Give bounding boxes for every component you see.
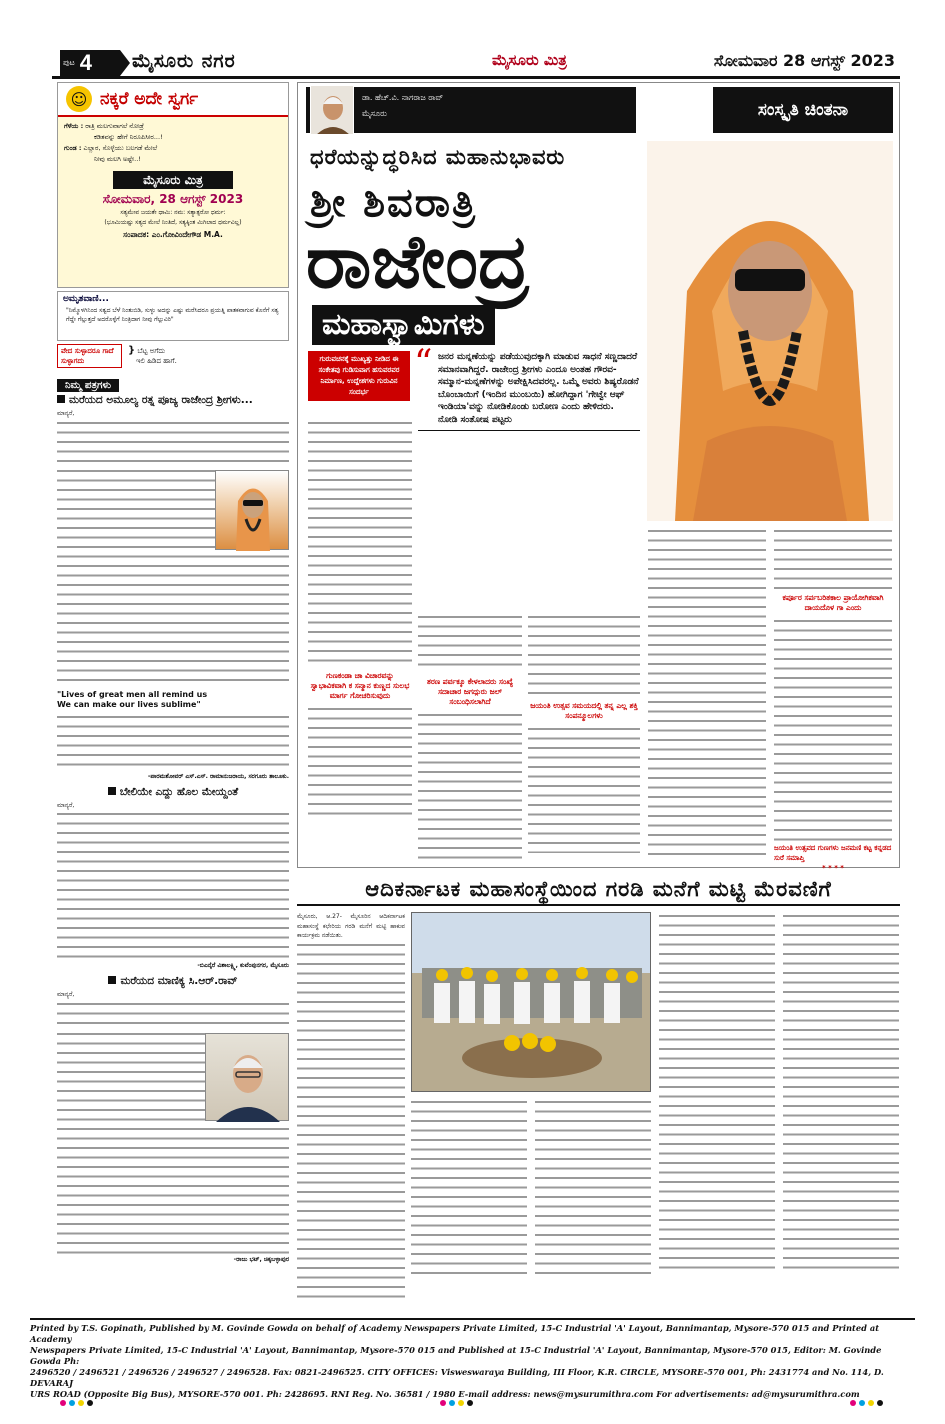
letters-tab: ನಿಮ್ಮ ಪತ್ರಗಳು [57, 379, 119, 392]
column-5-subhead: ಕರ್ಪೂರ ಸರ್ಪಬರಿತಕಾಲ ಪ್ರಾಯೋಗಿಕವಾಗಿ ದಾಯದೊಳ ಗಾ ಎಂದು [782, 593, 884, 612]
cr-rao-portrait-illustration [206, 1034, 290, 1122]
author-photo [310, 85, 354, 135]
humor-header [58, 83, 288, 117]
page-number: 4 [79, 50, 92, 75]
letter-1-signature: -ಪಾರಮಶೋವರ್ ಎಸ್.ಎಸ್. ರಾಮಾನುಜರಾಯ, ಸರಗೂರು ತಾಲೂಕು. [147, 772, 289, 780]
registration-marks-left [60, 1400, 93, 1406]
article-end-note: ಜಯಂತಿ ಉತ್ಸವದ ಗುಣಗಳು ಜನಮಣಿ ಕಟ್ಟ ಕನ್ನಡದ ಸುರೆ ಸಮಾಪ್ತಿ [774, 844, 892, 862]
badge-arrow [120, 50, 130, 76]
letter-3-signature: -ರಾಜು ಭಟ್, ಚಿಕ್ಕಬಳ್ಳಾಪುರ [233, 1255, 289, 1263]
editor-name: ಎಂ.ಗೋವಿಂದೇಗೌಡ M.A. [151, 230, 223, 239]
swami-portrait-illustration [647, 141, 893, 521]
page-label: ಪುಟ [63, 58, 75, 67]
editor-label: ಸಂಪಾದಕ: [123, 230, 150, 239]
left-column [57, 82, 289, 1264]
headline-line-2: ರಾಜೇಂದ್ರ [306, 219, 530, 305]
headline-line-1: ಶ್ರೀ ಶಿವರಾತ್ರಿ [310, 179, 477, 226]
column-2-text-a [418, 613, 522, 673]
amritavani-title: ಅಮೃತವಾಣಿ... [63, 294, 109, 304]
news-column-5-text [783, 912, 899, 1274]
letter-3-salute: ಮಾನ್ಯರೆ, [57, 991, 75, 998]
author-byline [306, 87, 636, 133]
proverb-label: ವೇದ ಸುಳ್ಳಾದರೂ ಗಾದೆ ಸುಳ್ಳಾಗದು [57, 344, 122, 368]
news-headline: ಆದಿಕರ್ನಾಟಕ ಮಹಾಸಂಸ್ಥೆಯಿಂದ ಗರಡಿ ಮನೆಗೆ ಮಟ್ಟಿ ಮೆರವಣಿಗೆ [297, 872, 900, 906]
column-2-subhead: ತರಣ ಪರ್ವಕ್ಕೂ ಕೇಳಲಾದರು ಸಂಖ್ಯೆ ಸದಾಚಾರ ಜಗದ್ಗುರು ಜಲ್ ಸಂಬಂಧಿಸಲಾಗಿದೆ [426, 677, 514, 706]
imprint-line-1: Printed by T.S. Gopinath, Published by M. Govinde Gowda on behalf of Academy Newspapers Private Limited, 15-C Industrial 'A' Layout, Bannimantap, Mysore-570 015 and Printed at Academy [30, 1323, 880, 1344]
article-column-2 [418, 613, 522, 861]
laughing-face-icon: ☺ [66, 86, 92, 112]
article-end-stars: * * * * [822, 864, 844, 872]
column-1-text-a [308, 419, 412, 667]
news-lead: ಮೈಸೂರು, ಆ.27- ಮೈಸೂರಿನ ಆದಿಕರ್ನಾಟಕ ಮಹಾಸಂಸ್ಥೆ ಕಛೇರಿಯ ಗರಡಿ ಮನೆಗೆ ಮಟ್ಟಿ ಹಾಕುವ ಕಾರ್ಯಕ್ರಮ ನಡೆಯಿತು. [297, 913, 405, 939]
proverb-text: } ಬೆಟ್ಟ ಅಗೆದು ಇಲಿ ಹಿಡಿದ ಹಾಗೆ. [128, 345, 177, 365]
pull-quote-red: ಗುರುವಚನಕ್ಕೆ ಮುಖ್ಯತ್ತು ನೀಡಿದ ಈ ಸಂಕೇತವು ಗುಡಿಸುವಾಗ ಹಸುವರವರ ನಿರ್ಮಾಣ, ಉದ್ದೇಶಗಳು ಗುರುವಿನ ಸಂದರ್ಭ [308, 351, 410, 401]
letter-2-signature: -ಬಿಎನ್ಕೆರೆ ವಿಶಾಲಕ್ಷ್ಮಿ, ಕುವೆಂಪುನಗರ, ಮೈಸೂರು [197, 962, 289, 969]
letter-1-quote-line-2: We can make our lives sublime" [57, 699, 201, 709]
article-kicker: ಧರೆಯನ್ನುದ್ಧರಿಸಿದ ಮಹಾನುಭಾವರು [310, 145, 566, 169]
joke-line-1: ರಾತ್ರಿ ಮಲಗುವಾಗಲೆ ನೋಡ್ರೆ [85, 122, 144, 130]
joke-speaker-2: ಗುಂಡ : [64, 144, 82, 152]
registration-marks-right [850, 1400, 883, 1406]
news-photo-illustration [412, 913, 651, 1092]
news-column-4-text [659, 912, 775, 1274]
quote-mark-icon: “ [414, 343, 433, 384]
header-rule [52, 76, 900, 79]
joke-speaker-1: ಗೆಳೆಯ : [64, 122, 84, 130]
news-column-2-text [411, 1098, 527, 1274]
letter-1-body-a [57, 419, 289, 467]
news-column-4 [659, 912, 775, 1274]
joke-line-1b: ಕಡಿತವನ್ನು ಹೇಗೆ ನಿರೂಪಿಸೀರ...! [94, 133, 163, 141]
imprint-line-2: Newspapers Private Limited, 15-C Industrial 'A' Layout, Bannimantap, Mysore-570 015 and Published at 15-C Industrial 'A' Layout, Bannimantap, Mysore-570 015, Editor: M. Govinde Gowda Ph: [30, 1345, 882, 1366]
letter-1-salute: ಮಾನ್ಯರೆ, [57, 410, 75, 417]
joke-line-2: ಎಲ್ಲಾರ, ಸೊಳ್ಳೆಯು ಬಲಗಡೆ ಮೇಲೆ [83, 144, 158, 152]
letter-1-title: ಮರೆಯದ ಅಮೂಲ್ಯ ರತ್ನ ಪೂಜ್ಯ ರಾಜೇಂದ್ರ ಶ್ರೀಗಳು... [57, 394, 289, 407]
humor-box [57, 82, 289, 288]
letter-2-title: ಬೇಲಿಯೇ ಎದ್ದು ಹೊಲ ಮೇಯ್ದಂತೆ [57, 786, 289, 799]
article-column-5 [774, 527, 892, 873]
news-column-1-text [297, 941, 405, 1301]
swami-thumbnail-illustration [216, 471, 290, 551]
section-name: ಮೈಸೂರು ನಗರ [132, 50, 236, 72]
column-3-text-b [528, 725, 640, 853]
paper-motto: ಸತ್ಯಮೇವ ಜಯತೇ ಧಾಮಿ: ನಮ: ಸತ್ಯಾತ್ಪರೋ ಧರ್ಮ: [120, 209, 226, 216]
humor-title: ನಕ್ಕರೆ ಅದೇ ಸ್ವರ್ಗ [100, 89, 199, 109]
news-column-3-text [535, 1098, 651, 1274]
page-header [52, 46, 900, 76]
imprint-line-4: URS ROAD (Opposite Big Bus), MYSORE-570 001. Ph: 2428695. RNI Reg. No. 36581 / 1980 E-mail address: news@mysurumithra.com For advertisements: ad@mysurumithra.com [30, 1389, 860, 1399]
letter-3-body-a [57, 1000, 289, 1030]
column-tag: ಸಂಸ್ಕೃತಿ ಚಿಂತನಾ [713, 87, 893, 133]
registration-marks-center [440, 1400, 473, 1406]
proverb-strip [57, 343, 289, 369]
headline-line-3: ಮಹಾಸ್ವಾಮಿಗಳು [312, 305, 495, 345]
humor-date: ಸೋಮವಾರ, 28 ಆಗಸ್ಟ್ 2023 [102, 192, 244, 206]
swami-thumbnail [215, 470, 289, 550]
column-5-text-b [774, 617, 892, 843]
proverb-line-2: ಇಲಿ ಹಿಡಿದ ಹಾಗೆ. [136, 357, 177, 365]
news-column-5 [783, 912, 899, 1274]
joke-line-2b: ನೀವು ಮಲಗಿ ಅಷ್ಟೇ..! [94, 155, 141, 163]
column-1-subhead: ಗುಣಕಂಡಾ ಚಾ ವಿಚಾರವನ್ನು ಸ್ವಾಭಾವಿಕವಾಗಿ ಕ ಸನ್ಮಾನ ಕುಣ್ಣದ ಸುಲಭ ಮಾರ್ಗ ಗೋಚರಿಸುವುದು [310, 671, 410, 700]
cr-rao-portrait [205, 1033, 289, 1121]
letter-1-body-c [57, 713, 289, 771]
letter-2-salute: ಮಾನ್ಯರೆ, [57, 801, 75, 809]
editor-credit [58, 230, 288, 240]
column-1-text-b [308, 705, 412, 815]
author-city: ಮೈಸೂರು [362, 109, 387, 118]
column-3-text-a [528, 613, 640, 697]
author-portrait-illustration [311, 86, 354, 135]
swami-portrait [647, 141, 893, 521]
paper-logo: ಮೈಸೂರು ಮಿತ್ರ [113, 171, 233, 189]
humor-joke [58, 117, 288, 169]
article-column-4 [648, 527, 766, 861]
letter-2-body [57, 810, 289, 960]
page-number-badge [60, 50, 120, 76]
letters-header [57, 373, 289, 389]
highlight-quote-red: ನೋಡಿ ಸಂತೋಷ ಪಟ್ಟರು [438, 414, 512, 425]
paper-motto-translation: (ಭೂಮಿಯಷ್ಟು ಸತ್ಯದ ಮೇಲೆ ನಿಂತಿದೆ, ಸತ್ಯಕ್ಕಿಂತ ಮಿಗಿಲಾದ ಧರ್ಮವಿಲ್ಲ) [104, 219, 242, 226]
column-4-text [648, 527, 766, 861]
column-2-text-b [418, 711, 522, 861]
feature-article [297, 82, 900, 872]
news-column-2 [411, 1098, 527, 1274]
highlight-quote [414, 343, 640, 431]
amritavani-box [57, 291, 289, 341]
masthead-small: ಮೈಸೂರು ಮಿತ್ರ [492, 51, 567, 69]
print-imprint [30, 1318, 915, 1399]
highlight-quote-text: ಜನರ ಮನ್ನಣೆಯನ್ನು ಪಡೆಯುವುದಕ್ಕಾಗಿ ಮಾಡುವ ಸಾಧನೆ ಸಣ್ಣದಾದರೆ ಸಮಾನವಾಗಿದ್ದರೆ. ರಾಜೇಂದ್ರ ಶ್ರೀಗಳು ಎಂದೂ ಅಂತಹ ಗೌರವ-ಸಮ್ಮಾನ-ಮನ್ನಣೆಗಳನ್ನು ಅಪೇಕ್ಷಿಸಿದವರಲ್ಲ. ಒಮ್ಮೆ ಅವರು ಶಿಷ್ಯರೊಡನೆ ಬೊಂಬಾಯಿಗೆ (ಇಂದಿನ ಮುಂಬಯಿ) ಹೋಗಿದ್ದಾಗ 'ಗೇಟ್ವೇ ಆಫ್ ಇಂಡಿಯಾ'ವನ್ನು ನೋಡಿಕೊಂಡು ಬರೋಣ ಎಂದು ಹೇಳಿದರು. [438, 352, 639, 412]
article-column-3 [528, 613, 640, 853]
column-3-subhead: ಜಯಂತಿ ಉತ್ಸವ ಸಮಯದಲ್ಲಿ ತನ್ನ ಎಲ್ಲ ಶಕ್ತಿ ಸಂಪನ್ಮೂಲಗಳು [530, 701, 638, 720]
news-column-1 [297, 912, 405, 1301]
letter-1-quote-line-1: "Lives of great men all remind us [57, 689, 208, 699]
news-story [297, 872, 900, 1310]
proverb-line-1: ಬೆಟ್ಟ ಅಗೆದು [137, 347, 166, 355]
issue-date: ಸೋಮವಾರ 28 ಆಗಸ್ಟ್ 2023 [713, 51, 895, 70]
article-column-1 [308, 419, 412, 815]
author-name: ಡಾ. ಹೆಚ್.ವಿ. ನಾಗರಾಜ ರಾವ್ [362, 93, 444, 102]
amritavani-text: "ನಿಮ್ಮೊಳಗಿನಿಂದ ಸತ್ವದ ಬೆಳೆ ನಿಂತುಬಿಡಿ, ಸುಳ್ಳು ಅದನ್ನು ಎಷ್ಟು ಮರೆಸಿದರೂ ಪ್ರಯತ್ನಿ ಪಾತಕವಾಗುವ ಕೊನೆಗೆ ಸತ್ಯ ಗೆದ್ದೇ ಗೆಲ್ಲುತ್ತದೆ ಅದರೊಳ್ಳೆಗೆ ನಿಂತ್ರಿದಾಗ ನೀವು ಗೆಲ್ಲುವಿರಿ" [66, 307, 279, 323]
letter-3-title: ಮರೆಯದ ಮಾಣಿಕ್ಯ ಸಿ.ಆರ್.ರಾವ್ [57, 975, 289, 988]
column-5-text-a [774, 527, 892, 589]
news-photo [411, 912, 651, 1092]
imprint-line-3: 2496520 / 2496521 / 2496526 / 2496527 / 2496528. Fax: 0821-2496525. CITY OFFICES: Visweswaraya Building, III Floor, K.R. CIRCLE, MYSORE-570 001, Ph: 2431774 and No. 114, D. DEVARAJ [30, 1367, 884, 1388]
news-column-3 [535, 1098, 651, 1274]
